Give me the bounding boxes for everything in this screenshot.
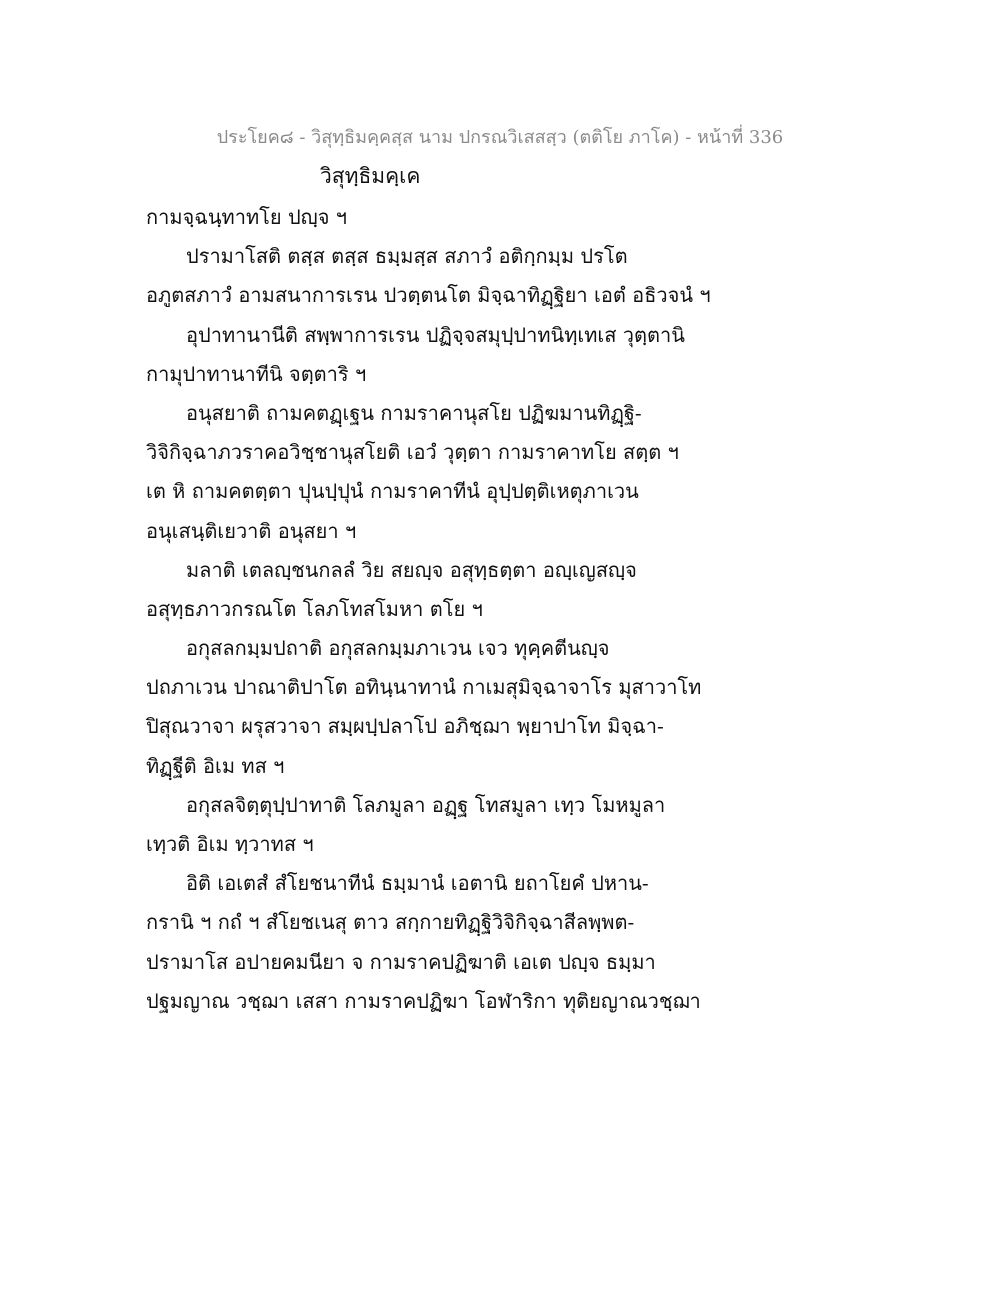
text-line: กามุปาทานาทีนิ จตฺตาริ ฯ [146,361,367,386]
text-line: ปรามาโสติ ตสฺส ตสฺส ธมฺมสฺส สภาวํ อติกฺกมฺม ปรโต [186,244,628,269]
text-line: ปรามาโส อปายคมนียา จ กามราคปฏิฆาติ เอเต ปญฺจ ธมฺมา [146,949,656,974]
text-line: ทิฏฺฐีติ อิเม ทส ฯ [146,753,285,778]
body-text [146,198,711,1021]
text-line: อนุสยาติ ถามคตฏฺเฐน กามราคานุสโย ปฏิฆมานทิฏฺฐิ- [186,400,642,425]
text-line: ปฐมญาณ วชฺฌา เสสา กามราคปฏิฆา โอฬาริกา ทุติยญาณวชฺฌา [146,988,701,1013]
text-line: อนุเสนฺติเยวาติ อนุสยา ฯ [146,518,357,543]
text-line: อภูตสภาวํ อามสนาการเรน ปวตฺตนโต มิจฺฉาทิฏฺฐิยา เอตํ อธิวจนํ ฯ [146,283,711,308]
text-line: มลาติ เตลญฺชนกลลํ วิย สยญฺจ อสุทฺธตฺตา อญฺเญสญฺจ [186,557,637,582]
text-line: วิจิกิจฺฉาภวราคอวิชฺชานุสโยติ เอวํ วุตฺตา กามราคาทโย สตฺต ฯ [146,440,679,465]
text-line: เทฺวติ อิเม ทฺวาทส ฯ [146,832,314,856]
text-line: ปถภาเวน ปาณาติปาโต อทินฺนาทานํ กาเมสุมิจฺฉาจาโร มุสาวาโท [146,675,702,700]
section-title: วิสุทฺธิมคฺเค [320,164,421,188]
text-line: อสุทฺธภาวกรณโต โลภโทสโมหา ตโย ฯ [146,596,483,621]
text-line: อกุสลกมฺมปถาติ อกุสลกมฺมภาเวน เจว ทุคฺคตีนญฺจ [186,636,610,661]
text-line: ปิสุณวาจา ผรุสวาจา สมฺผปฺปลาโป อภิชฺฌา พฺยาปาโท มิจฺฉา- [146,714,664,739]
text-line: เต หิ ถามคตตฺตา ปุนปฺปุนํ กามราคาทีนํ อุปฺปตฺติเหตุภาเวน [146,479,639,504]
text-line: อกุสลจิตฺตุปฺปาทาติ โลภมูลา อฏฺฐ โทสมูลา เทฺว โมหมูลา [186,792,666,817]
text-line: อุปาทานานีติ สพฺพาการเรน ปฏิจฺจสมุปฺปาทนิทฺเทเส วุตฺตานิ [186,322,685,347]
text-line: กามจฺฉนฺทาทโย ปญฺจ ฯ [146,205,347,229]
running-header: ประโยค๘ - วิสุทฺธิมคฺคสฺส นาม ปกรณวิเสสสฺว (ตติโย ภาโค) - หน้าที่ 336 [216,127,784,148]
text-line: กรานิ ฯ กถํ ฯ สํโยชเนสุ ตาว สกฺกายทิฏฺฐิวิจิกิจฺฉาสีลพฺพต- [146,910,635,935]
text-line: อิติ เอเตสํ สํโยชนาทีนํ ธมฺมานํ เอตานิ ยถาโยคํ ปหาน- [186,871,649,896]
